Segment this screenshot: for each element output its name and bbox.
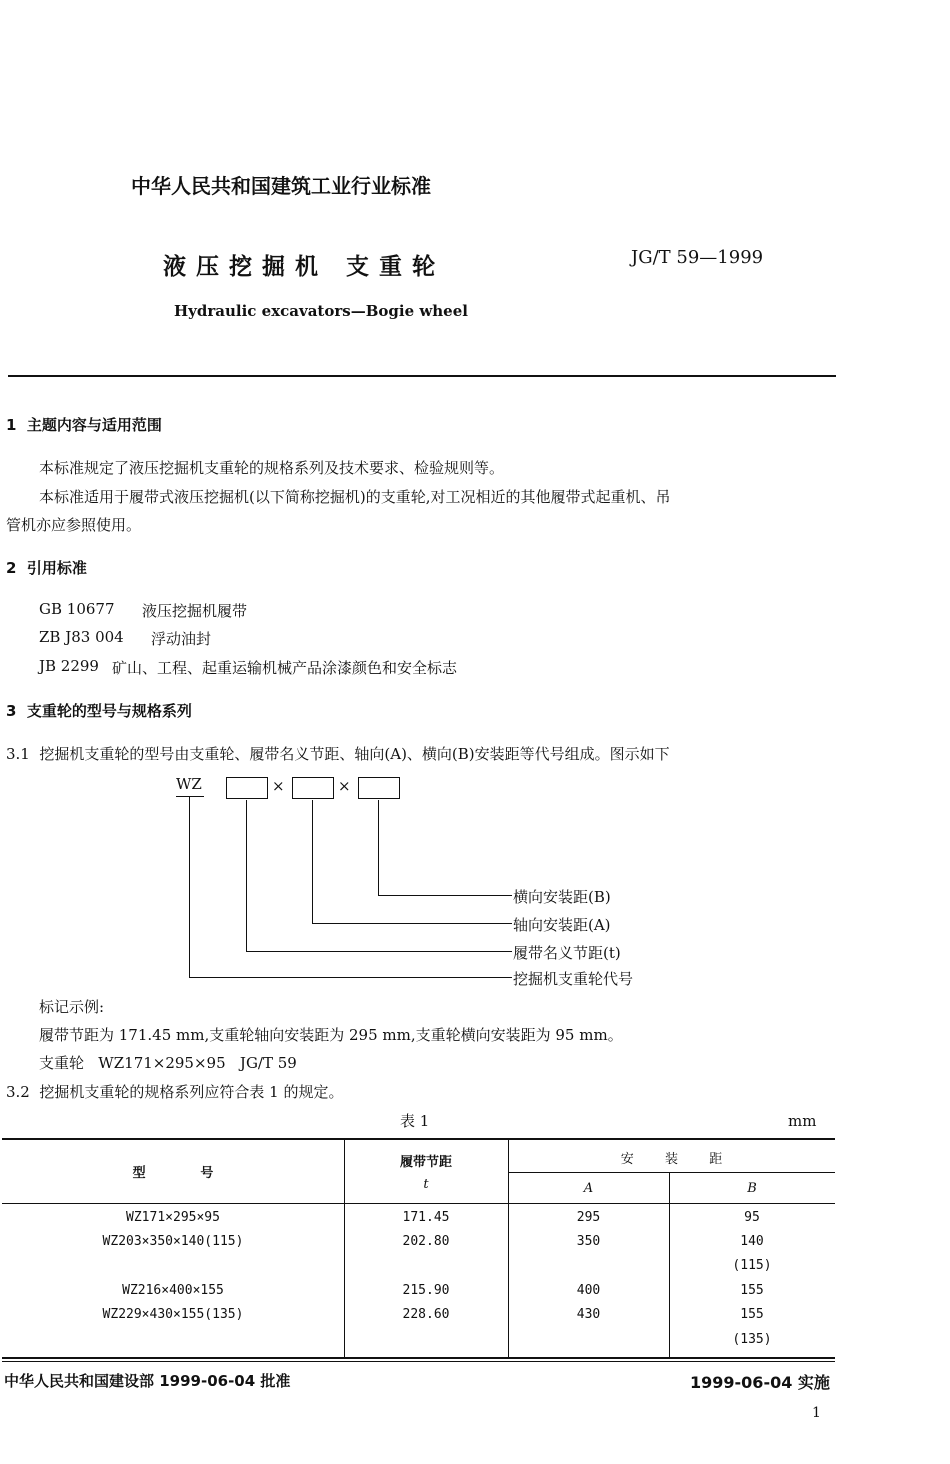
- example-label: 标记示例:: [39, 998, 105, 1016]
- table-row-a: 430: [576, 1307, 601, 1322]
- doc-title-cn: 液 压 挖 掘 机 支 重 轮: [163, 254, 437, 280]
- page-number: 1: [812, 1405, 821, 1421]
- leader-line-a: [312, 923, 512, 924]
- label-wheel-code: 挖掘机支重轮代号: [513, 970, 634, 988]
- table-row-pitch: 215.90: [402, 1283, 450, 1298]
- example-mark: 支重轮 WZ171×295×95 JG/T 59: [39, 1054, 297, 1072]
- table-row-a: 350: [576, 1234, 601, 1249]
- pitch-box: [226, 777, 268, 799]
- table-row-b: 140: [740, 1234, 764, 1249]
- leader-line-b: [378, 800, 379, 895]
- section1-para1: 本标准规定了液压挖掘机支重轮的规格系列及技术要求、检验规则等。: [39, 459, 505, 477]
- example-text: 履带节距为 171.45 mm,支重轮轴向安装距为 295 mm,支重轮横向安装距为 95 mm。: [39, 1026, 623, 1044]
- ref-title: 浮动油封: [151, 630, 212, 648]
- section1-para2-line2: 管机亦应参照使用。: [6, 516, 142, 534]
- org-title: 中华人民共和国建筑工业行业标准: [131, 174, 431, 198]
- table-top-rule: [2, 1138, 835, 1140]
- table-row-b: 155: [740, 1307, 764, 1322]
- leader-line-code: [189, 797, 190, 977]
- label-axial-distance: 轴向安装距(A): [513, 916, 611, 934]
- table-row-b-alt: (135): [732, 1332, 772, 1347]
- ref-code: GB 10677: [39, 600, 115, 618]
- ref-code: JB 2299: [39, 657, 99, 675]
- label-transverse-distance: 横向安装距(B): [513, 888, 611, 906]
- label-track-pitch: 履带名义节距(t): [513, 944, 621, 962]
- ref-title: 矿山、工程、起重运输机械产品涂漆颜色和安全标志: [112, 659, 458, 677]
- table-row-pitch: 228.60: [402, 1307, 450, 1322]
- doc-title-en: Hydraulic excavators—Bogie wheel: [174, 302, 468, 320]
- table-bottom-rule: [2, 1357, 835, 1359]
- effective-date: 1999-06-04 实施: [690, 1373, 830, 1392]
- leader-line-a: [312, 800, 313, 923]
- header-pitch-symbol: t: [423, 1177, 429, 1192]
- ref-title: 液压挖掘机履带: [142, 602, 248, 620]
- header-model: 型 号: [132, 1166, 214, 1181]
- leader-line-t: [246, 800, 247, 951]
- clause-3-1: 3.1 挖掘机支重轮的型号由支重轮、履带名义节距、轴向(A)、横向(B)安装距等代号组成。图示如下: [6, 745, 670, 763]
- prefix-underline: [176, 796, 204, 797]
- table-row-model: WZ216×400×155: [122, 1283, 224, 1298]
- axial-box: [292, 777, 334, 799]
- leader-line-t: [246, 951, 512, 952]
- table-header-rule: [508, 1172, 835, 1173]
- times-sign: ×: [338, 777, 351, 795]
- table-row-b-alt: (115): [732, 1258, 772, 1273]
- table-row-pitch: 202.80: [402, 1234, 450, 1249]
- header-pitch: 履带节距: [399, 1155, 452, 1170]
- table-row-pitch: 171.45: [402, 1210, 450, 1225]
- header-divider: [8, 375, 836, 377]
- section1-heading: 1 主题内容与适用范围: [6, 416, 162, 434]
- header-mounting-distance: 安 装 距: [620, 1152, 723, 1167]
- section3-heading: 3 支重轮的型号与规格系列: [6, 702, 192, 720]
- clause-3-2: 3.2 挖掘机支重轮的规格系列应符合表 1 的规定。: [6, 1083, 344, 1101]
- leader-line-b: [378, 895, 512, 896]
- footer-rule: [2, 1361, 835, 1362]
- table-caption: 表 1: [400, 1112, 430, 1130]
- table-row-a: 295: [576, 1210, 601, 1225]
- header-b: B: [747, 1181, 757, 1196]
- table-header-bottom-rule: [2, 1203, 835, 1204]
- transverse-box: [358, 777, 400, 799]
- header-a: A: [583, 1181, 594, 1196]
- doc-code: JG/T 59—1999: [631, 247, 764, 268]
- table-row-model: WZ203×350×140(115): [102, 1234, 244, 1249]
- table-row-model: WZ229×430×155(135): [102, 1307, 244, 1322]
- table-row-model: WZ171×295×95: [126, 1210, 220, 1225]
- approval-line: 中华人民共和国建设部 1999-06-04 批准: [4, 1372, 291, 1390]
- leader-line-code: [189, 977, 512, 978]
- ref-code: ZB J83 004: [39, 628, 124, 646]
- section2-heading: 2 引用标准: [6, 559, 87, 577]
- table-unit: mm: [788, 1112, 817, 1130]
- section1-para2-line1: 本标准适用于履带式液压挖掘机(以下简称挖掘机)的支重轮,对工况相近的其他履带式起重机、吊: [39, 488, 671, 506]
- table-row-b: 95: [744, 1210, 760, 1225]
- times-sign: ×: [272, 777, 285, 795]
- table-row-a: 400: [576, 1283, 601, 1298]
- diagram-prefix: WZ: [176, 775, 202, 793]
- table-row-b: 155: [740, 1283, 764, 1298]
